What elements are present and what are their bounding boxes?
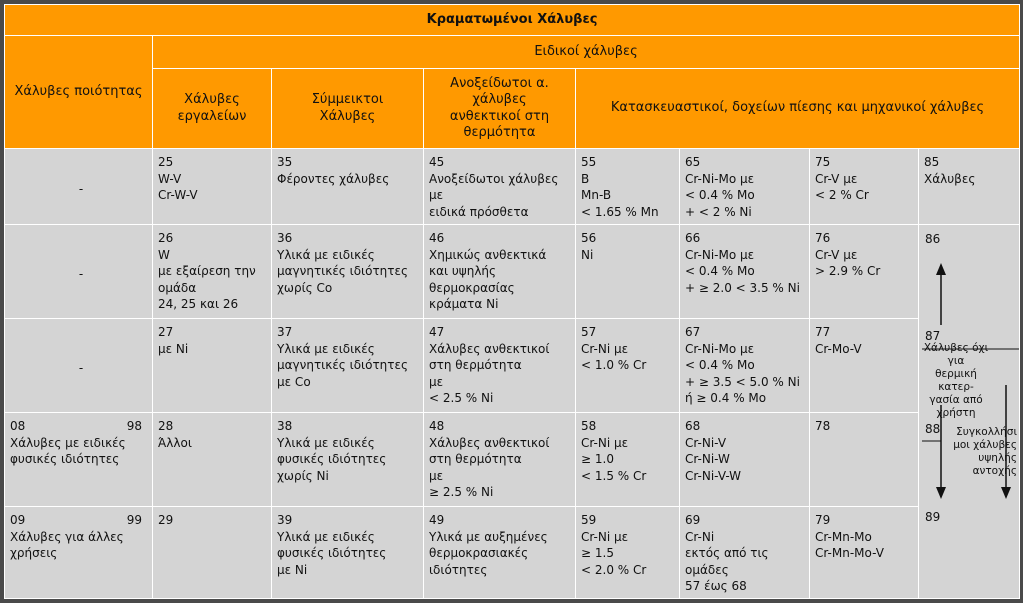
cell-stainless: [424, 507, 576, 599]
table-row: [5, 507, 1020, 599]
cell-line: 24, 25 και 26: [158, 297, 239, 311]
cell-c7: [810, 319, 919, 413]
header-special-steels: Ειδικοί χάλυβες: [153, 36, 1020, 69]
cell-line: < 1.0 % Cr: [581, 358, 647, 372]
cell-line: 46: [429, 231, 445, 245]
header-structural-steels: Κατασκευαστικοί, δοχείων πίεσης και μηχανικοί χάλυβες: [576, 69, 1020, 149]
cell-line: 47: [429, 325, 445, 339]
cell-line: Cr-Mo-V: [815, 341, 862, 356]
cell-line: 59: [581, 513, 597, 527]
cell-line: Ni: [581, 247, 594, 262]
cell-line: Χάλυβες με ειδικές: [10, 435, 126, 450]
cell-line: 65: [685, 155, 701, 169]
table-row: [5, 413, 1020, 507]
cell-line: 66: [685, 231, 701, 245]
cell-line: 77: [815, 325, 831, 339]
range-from: 08: [10, 419, 26, 433]
cell-line: ομάδες: [685, 562, 729, 577]
table-row: [5, 149, 1020, 225]
cell-line: ≥ 2.5 % Ni: [429, 485, 494, 499]
cell-line: < 0.4 % Mo: [685, 188, 755, 202]
cell-line: στη θερμότητα: [429, 452, 522, 466]
cell-c7: [810, 507, 919, 599]
cell-line: 58: [581, 419, 597, 433]
cell-line: 56: [581, 231, 597, 245]
cell-line: στη θερμότητα: [429, 358, 522, 372]
header-line: Ανοξείδωτοι α.: [450, 75, 549, 91]
cell-line: εκτός από τις: [685, 546, 769, 560]
up-arrowhead-icon: [936, 263, 946, 275]
cell-line: Υλικά με αυξημένες: [429, 529, 548, 544]
cell-line: < 2 % Cr: [815, 188, 869, 202]
cell-line: < 2.0 % Cr: [581, 562, 647, 577]
cell-line: Ανοξείδωτοι χάλυβες: [429, 171, 559, 186]
cell-line: 35: [277, 155, 293, 169]
note-line: κατερ-: [938, 381, 974, 393]
cell-quality: [5, 225, 153, 319]
cell-line: 27: [158, 325, 174, 339]
cell-line: Cr-W-V: [158, 188, 198, 202]
cell-line: Φέροντες χάλυβες: [277, 171, 390, 186]
cell-line: 45: [429, 155, 445, 169]
cell-line: 49: [429, 513, 445, 527]
note-line: μοι χάλυβες: [953, 439, 1017, 451]
cell-c8: [919, 149, 1020, 225]
cell-line: Cr-Mn-Mo: [815, 529, 872, 544]
cell-line: με Ni: [277, 562, 308, 577]
header-mixed-steels: [272, 69, 424, 149]
cell-mixed: [272, 413, 424, 507]
header-line: εργαλείων: [177, 108, 247, 124]
cell-c7: [810, 413, 919, 507]
note-line: Συγκολλήσι: [956, 426, 1017, 438]
note-line: υψηλής: [978, 452, 1017, 464]
cell-line: + ≥ 2.0 < 3.5 % Ni: [685, 280, 800, 295]
cell-quality: [5, 507, 153, 599]
cell-tools: [153, 319, 272, 413]
cell-line: φυσικές ιδιότητες: [277, 452, 387, 466]
header-line: Χάλυβες: [319, 108, 376, 124]
cell-line: ≥ 1.0: [581, 452, 614, 466]
cell-line: 26: [158, 231, 174, 245]
cell-line: Υλικά με ειδικές: [277, 341, 375, 356]
cell-line: B: [581, 171, 590, 186]
cell-c5: [576, 225, 680, 319]
cell-c6: [680, 413, 810, 507]
cell-stainless: [424, 149, 576, 225]
cell-c5: [576, 149, 680, 225]
cell-tools: [153, 149, 272, 225]
cell-line: με Co: [277, 374, 311, 389]
cell-c6: [680, 149, 810, 225]
group-86: 86: [925, 232, 941, 246]
cell-line: Cr-Mn-Mo-V: [815, 546, 884, 560]
cell-line: W-V: [158, 171, 182, 186]
header-line: θερμότητα: [463, 125, 536, 140]
cell-line: και υψηλής: [429, 264, 497, 278]
table-title: Κραματωμένοι Χάλυβες: [5, 5, 1020, 36]
down-arrowhead-right-icon: [1001, 487, 1011, 499]
cell-line: χρήσεις: [10, 546, 58, 560]
cell-line: 75: [815, 155, 831, 169]
cell-line: Χάλυβες για άλλες: [10, 529, 124, 544]
cell-line: κράματα Ni: [429, 297, 499, 311]
range-to: 99: [126, 513, 142, 527]
cell-line: Cr-V με: [815, 171, 858, 186]
cell-line: 36: [277, 231, 293, 245]
cell-line: Χημικώς ανθεκτικά: [429, 247, 547, 262]
cell-line: < 0.4 % Mo: [685, 358, 755, 372]
cell-quality: [5, 319, 153, 413]
cell-line: ειδικά πρόσθετα: [429, 204, 529, 219]
group-88: 88: [925, 422, 941, 436]
cell-mixed: [272, 225, 424, 319]
cell-line: > 2.9 % Cr: [815, 264, 881, 278]
cell-line: Cr-Ni-Mo με: [685, 171, 755, 186]
no-heat-treatment-note: [923, 342, 989, 420]
note-line: χρήστη: [936, 407, 976, 419]
note-line: Χάλυβες όχι: [923, 342, 989, 354]
note-line: θερμική: [935, 368, 977, 380]
cell-line: 69: [685, 513, 701, 527]
cell-mixed: [272, 507, 424, 599]
cell-special-group: [919, 225, 1020, 599]
cell-mixed: [272, 149, 424, 225]
cell-line: Υλικά με ειδικές: [277, 247, 375, 262]
table-row: [5, 319, 1020, 413]
cell-line: Cr-Ni με: [581, 435, 629, 450]
cell-line: Χάλυβες ανθεκτικοί: [429, 435, 550, 450]
cell-line: Mn-B: [581, 188, 612, 202]
note-line: για: [947, 355, 965, 367]
group-89: 89: [925, 510, 941, 524]
cell-line: χωρίς Ni: [277, 468, 329, 483]
header-line: Χάλυβες: [184, 92, 240, 107]
cell-tools: [153, 507, 272, 599]
down-arrowhead-left-icon: [936, 487, 946, 499]
cell-stainless: [424, 225, 576, 319]
cell-c6: [680, 225, 810, 319]
cell-line: φυσικές ιδιότητες: [10, 452, 120, 466]
range-from: 09: [10, 513, 26, 527]
cell-line: < 1.5 % Cr: [581, 468, 647, 483]
cell-c7: [810, 225, 919, 319]
cell-line: Cr-V με: [815, 247, 858, 262]
cell-tools: [153, 225, 272, 319]
cell-line: μαγνητικές ιδιότητες: [277, 264, 409, 278]
table-row: [5, 225, 1020, 319]
header-line: Σύμμεικτοι: [311, 92, 384, 107]
cell-line: φυσικές ιδιότητες: [277, 546, 387, 560]
cell-line: ≥ 1.5: [581, 546, 614, 560]
header-tool-steels: [153, 69, 272, 149]
cell-quality: [5, 413, 153, 507]
header-line: ανθεκτικοί στη: [449, 108, 550, 124]
cell-line: Cr-Ni: [685, 529, 715, 544]
cell-line: ή ≥ 0.4 % Mo: [685, 391, 767, 405]
cell-line: Cr-Ni-Mo με: [685, 341, 755, 356]
cell-line: 67: [685, 325, 701, 339]
cell-line: 85: [924, 155, 940, 169]
cell-mixed: [272, 319, 424, 413]
cell-line: Cr-Ni-V: [685, 435, 727, 450]
cell-stainless: [424, 319, 576, 413]
cell-line: < 1.65 % Mn: [581, 204, 659, 219]
cell-line: 79: [815, 513, 831, 527]
note-line: γασία από: [929, 394, 983, 406]
cell-line: Cr-Ni-V-W: [685, 468, 742, 483]
cell-line: < 0.4 % Mo: [685, 264, 755, 278]
cell-line: 25: [158, 155, 174, 169]
cell-line: ιδιότητες: [429, 562, 488, 577]
cell-line: 57: [581, 325, 597, 339]
cell-line: 39: [277, 513, 293, 527]
cell-line: Cr-Ni-W: [685, 452, 730, 466]
cell-line: 78: [815, 419, 831, 433]
cell-c6: [680, 507, 810, 599]
cell-line: Cr-Ni-Mo με: [685, 247, 755, 262]
cell-line: με: [429, 188, 444, 202]
cell-line: 68: [685, 419, 701, 433]
table-frame: [4, 4, 1019, 599]
cell-line: Cr-Ni με: [581, 341, 629, 356]
cell-line: + < 2 % Ni: [685, 204, 752, 219]
note-line: αντοχής: [972, 465, 1017, 477]
cell-line: 37: [277, 325, 293, 339]
cell-line: W: [158, 247, 170, 262]
cell-line: 29: [158, 513, 174, 527]
cell-line: με: [429, 468, 444, 483]
cell-line: 76: [815, 231, 831, 245]
cell-line: 28: [158, 419, 174, 433]
cell-line: 48: [429, 419, 445, 433]
header-quality-steels: Χάλυβες ποιότητας: [5, 36, 153, 149]
cell-line: Άλλοι: [158, 435, 192, 450]
cell-c7: [810, 149, 919, 225]
cell-c5: [576, 507, 680, 599]
cell-line: χωρίς Co: [277, 280, 333, 295]
cell-line: Cr-Ni με: [581, 529, 629, 544]
cell-tools: [153, 413, 272, 507]
cell-line: 57 έως 68: [685, 579, 747, 593]
cell-quality: [5, 149, 153, 225]
cell-line: -: [78, 360, 84, 375]
cell-line: με Ni: [158, 341, 189, 356]
range-to: 98: [126, 419, 142, 433]
header-stainless-steels: [424, 69, 576, 149]
cell-line: με εξαίρεση την: [158, 264, 256, 278]
cell-line: με: [429, 374, 444, 389]
cell-line: + ≥ 3.5 < 5.0 % Ni: [685, 374, 800, 389]
cell-stainless: [424, 413, 576, 507]
header-line: χάλυβες: [472, 92, 527, 107]
cell-line: < 2.5 % Ni: [429, 391, 494, 405]
cell-line: μαγνητικές ιδιότητες: [277, 358, 409, 372]
cell-line: Υλικά με ειδικές: [277, 529, 375, 544]
cell-line: 38: [277, 419, 293, 433]
cell-line: -: [78, 266, 84, 281]
cell-line: -: [78, 181, 84, 196]
cell-line: Υλικά με ειδικές: [277, 435, 375, 450]
cell-line: Χάλυβες ανθεκτικοί: [429, 341, 550, 356]
weldable-note: [939, 426, 1017, 478]
group-87: 87: [925, 329, 941, 343]
cell-line: Χάλυβες: [924, 171, 976, 186]
cell-c6: [680, 319, 810, 413]
alloy-steel-table: [4, 4, 1020, 599]
cell-line: θερμοκρασίας: [429, 280, 515, 295]
cell-line: 55: [581, 155, 597, 169]
cell-c5: [576, 413, 680, 507]
cell-c5: [576, 319, 680, 413]
cell-line: θερμοκρασιακές: [429, 546, 529, 560]
cell-line: ομάδα: [158, 280, 197, 295]
